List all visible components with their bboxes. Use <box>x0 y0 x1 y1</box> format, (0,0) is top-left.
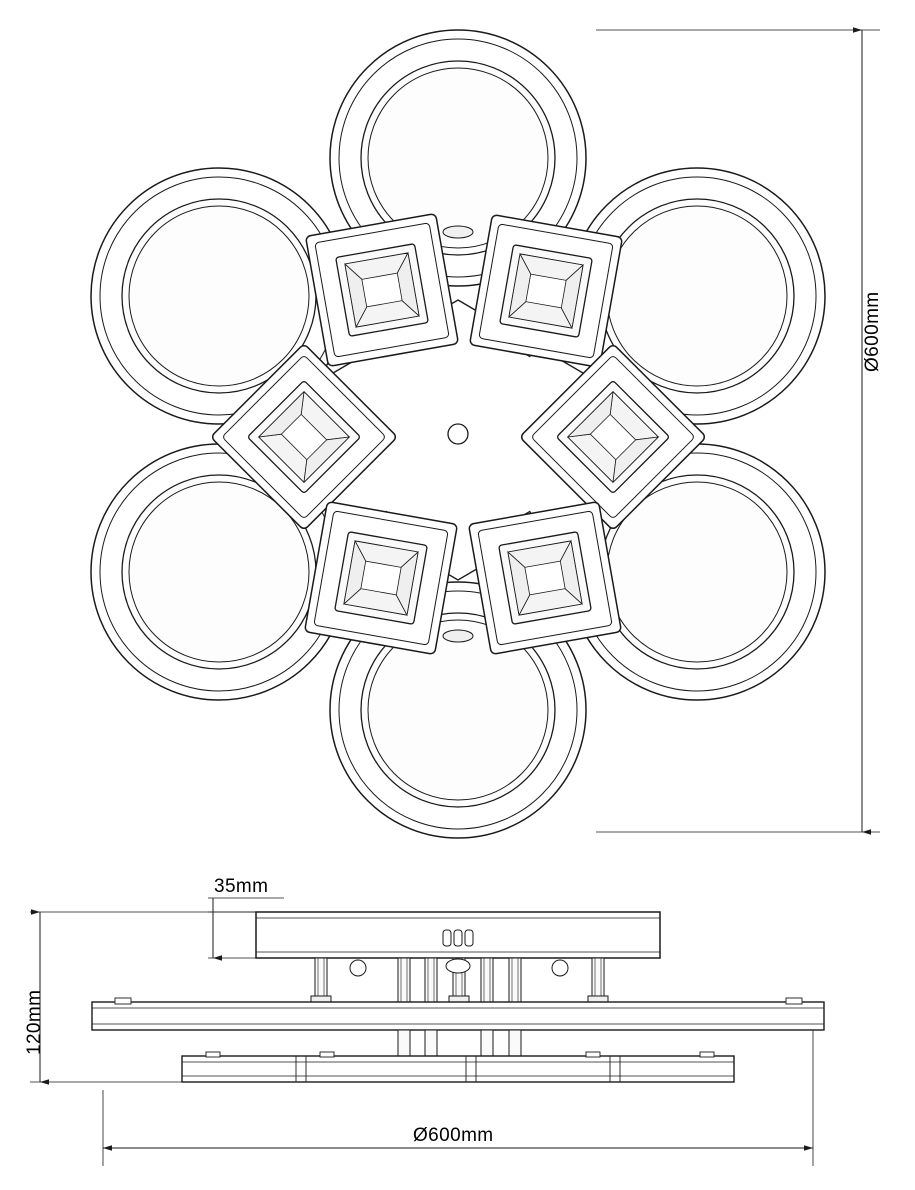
lower-standoff-group <box>398 1030 521 1056</box>
side-ring-edge-left <box>350 960 366 976</box>
dimension-label-overall-diameter-right: Ø600mm <box>862 291 883 372</box>
driver-housing <box>256 912 660 958</box>
square-module-lower-left <box>305 502 458 655</box>
upper-plate <box>92 998 824 1030</box>
square-module-lower-right <box>469 502 622 655</box>
dimension-label-overall-height: 120mm <box>24 989 45 1055</box>
center-mount-hole <box>448 424 468 444</box>
side-view-assembly <box>92 912 824 1082</box>
side-ring-edge-right <box>552 960 568 976</box>
lower-plate <box>182 1052 734 1082</box>
dimension-label-panel-thickness: 35mm <box>214 876 269 897</box>
square-module-upper-right <box>470 215 623 368</box>
housing-vent-slots <box>443 930 473 946</box>
top-view-assembly <box>91 30 825 838</box>
dimension-label-overall-diameter-bottom: Ø600mm <box>413 1125 494 1146</box>
standoff-group <box>311 958 608 1004</box>
square-module-upper-left <box>306 214 459 367</box>
